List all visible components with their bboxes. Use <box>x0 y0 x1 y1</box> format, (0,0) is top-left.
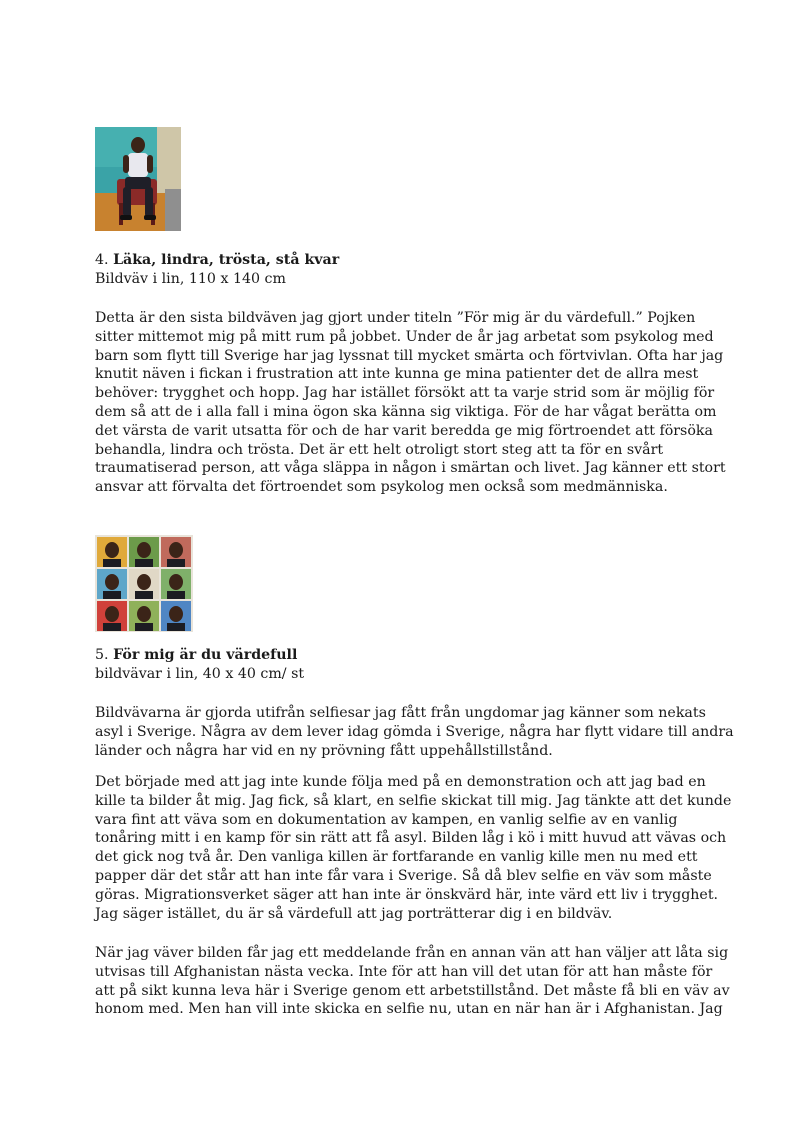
section-5-paragraph-2 <box>95 773 735 923</box>
seated-boy-weaving-picture <box>95 127 181 231</box>
section-4-title: Läka, lindra, trösta, stå kvar <box>113 252 340 268</box>
section-4-subtitle: Bildväv i lin, 110 x 140 cm <box>95 270 286 287</box>
section-5-heading <box>95 646 735 684</box>
section-4-paragraph: Detta är den sista bildväven jag gjort under titeln ”För mig är du värdefull.” Pojken sitter mittemot mig på mitt rum på jobbet. Under de år jag arbetat som psykolog med barn som flytt till Sverige har jag lyssnat till mycket smärta och förtvivlan. Ofta har jag knutit näven i fickan i frustration att inte kunna ge mina patienter det de allra mest behöver: trygghet och hopp. Jag har istället försökt att ta varje strid som är möjlig för dem så att de i alla fall i mina ögon ska känna sig viktiga. För de har vågat berätta om det värsta de varit utsatta för och de har varit beredda ge mig förtroendet att försöka behandla, lindra och trösta. Det är ett helt otroligt stort steg att ta för en svårt traumatiserad person, att våga släppa in någon i smärtan och livet. Jag känner ett stort ansvar att förvalta det förtroendet som psykolog men också som medmänniska. <box>95 310 726 496</box>
artwork-image-portrait-grid <box>95 535 193 632</box>
section-4-number: 4. <box>95 252 109 268</box>
section-4-body <box>95 309 735 497</box>
section-5-paragraph-3 <box>95 944 735 1019</box>
section-5-title: För mig är du värdefull <box>113 647 298 663</box>
section-5-subtitle: bildvävar i lin, 40 x 40 cm/ st <box>95 665 305 682</box>
artwork-image-seated-boy <box>95 127 181 231</box>
portrait-grid-picture <box>95 535 193 632</box>
section-5-number: 5. <box>95 647 109 663</box>
section-5-paragraph-3-text: När jag väver bilden får jag ett meddelande från en annan vän att han väljer att låta sig utvisas till Afghanistan nästa vecka. Inte för att han vill det utan för att han måste för att på sikt kunna leva här i Sverige genom ett arbetstillstånd. Det måste få bli en väv av honom med. Men han vill inte skicka en selfie nu, utan en när han är i Afghanistan. Jag <box>95 945 730 1018</box>
section-5-paragraph-1-text: Bildvävarna är gjorda utifrån selfiesar jag fått från ungdomar jag känner som nekats asyl i Sverige. Några av dem lever idag gömda i Sverige, några har flytt vidare till andra länder och några har vid en ny prövning fått uppehållstillstånd. <box>95 705 734 759</box>
section-5-paragraph-1 <box>95 704 735 760</box>
section-5-paragraph-2-text: Det började med att jag inte kunde följa med på en demonstration och att jag bad en kille ta bilder åt mig. Jag fick, så klart, en selfie skickat till mig. Jag tänkte att det kunde vara fint att väva som en dokumentation av kampen, en vanlig selfie av en vanlig tonåring mitt i en kamp för sin rätt att få asyl. Bilden låg i kö i mitt huvud att vävas och det gick nog två år. Den vanliga killen är fortfarande en vanlig kille men nu med ett papper där det står att han inte får vara i Sverige. Så då blev selfie en väv som måste göras. Migrationsverket säger att han inte är önskvärd här, inte värd ett liv i trygghet. Jag säger istället, du är så värdefull att jag porträtterar dig i en bildväv. <box>95 774 732 922</box>
section-4-heading <box>95 251 735 289</box>
